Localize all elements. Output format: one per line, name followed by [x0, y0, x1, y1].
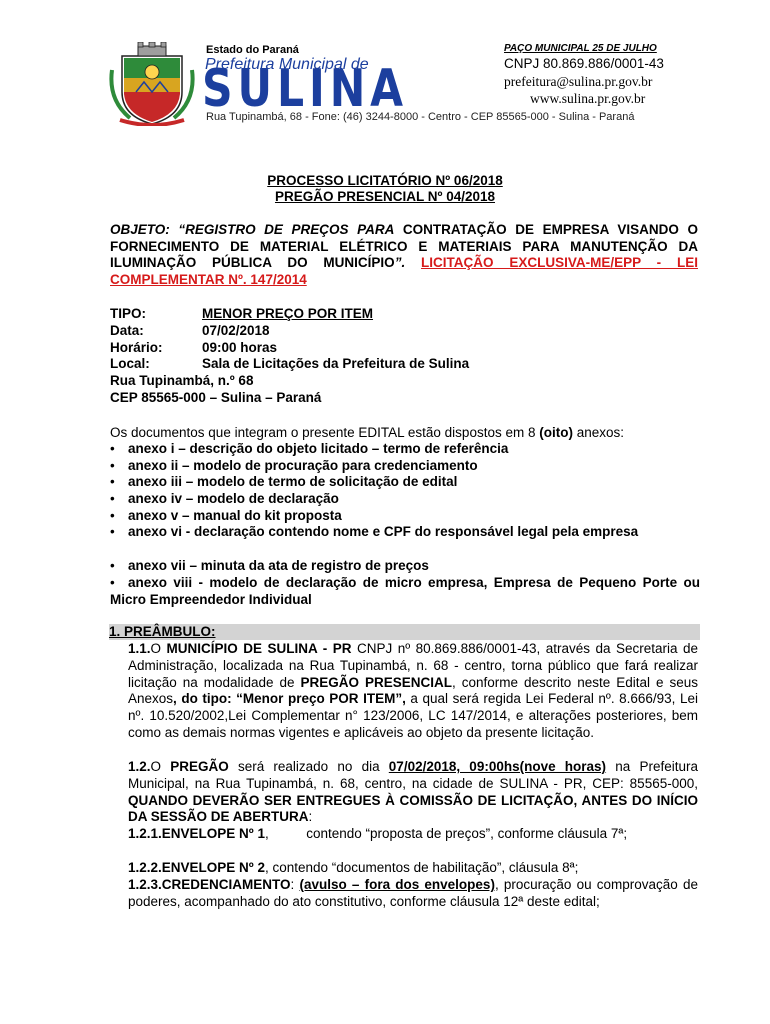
bullet-icon: • — [110, 491, 115, 506]
paragraph-1-1 — [128, 641, 698, 742]
intro-text-bold: (oito) — [539, 425, 573, 440]
text: na Prefeitura Municipal, na Rua Tupinambá, n. 68, centro, na cidade de SULINA - PR, CEP: 85565-000, — [128, 759, 698, 791]
header-address: Rua Tupinambá, 68 - Fone: (46) 3244-8000 - Centro - CEP 85565-000 - Sulina - Paraná — [206, 111, 635, 123]
paragraph-1-2 — [128, 759, 698, 826]
tipo-row — [110, 306, 373, 321]
annex-item — [110, 508, 700, 525]
section-header-preambulo — [109, 624, 700, 640]
processo-title: PROCESSO LICITATÓRIO Nº 06/2018 — [267, 173, 503, 188]
anexos-intro — [110, 425, 624, 440]
envelope-1-label: 1.2.1.ENVELOPE Nº 1 — [128, 826, 265, 841]
municipal-crest-logo — [108, 42, 196, 126]
section-title: 1. PREÂMBULO: — [109, 624, 216, 639]
horario-value: 09:00 horas — [202, 340, 278, 355]
text: CNPJ nº 80.869.886/0001-43, através da Secretaria de Administração, localizada na Rua Tupinambá, n. 68 - centro, torna público que fará realizar licitação na modalidade de — [128, 641, 698, 690]
paragraph-1-2-3 — [128, 877, 698, 911]
tipo-label: , do tipo: “Menor preço POR ITEM”, — [173, 691, 406, 707]
paragraph-1-2-2 — [128, 860, 698, 877]
annex-item — [110, 491, 700, 508]
annex-item — [110, 575, 700, 608]
annex-item — [110, 524, 700, 541]
tipo-value: MENOR PREÇO POR ITEM — [202, 306, 374, 321]
local-value: Sala de Licitações da Prefeitura de Sulina — [202, 356, 470, 371]
objeto-body: CONTRATAÇÃO DE EMPRESA VISANDO O FORNECIMENTO DE MATERIAL ELÉTRICO E MATERIAIS PARA MANUTENÇÃO DA ILUMINAÇÃO PÚBLICA DO MUNICÍPIO — [110, 222, 698, 271]
annex-item — [110, 474, 700, 491]
pregao-label: PREGÃO — [170, 759, 229, 774]
session-datetime: 07/02/2018, 09:00hs(nove horas) — [388, 759, 607, 774]
entrega-notice: QUANDO DEVERÃO SER ENTREGUES À COMISSÃO DE LICITAÇÃO, ANTES DO INÍCIO DA SESSÃO DE ABERTURA — [128, 792, 698, 825]
text: será realizado no dia — [228, 759, 389, 774]
estado-label: Estado do Paraná — [206, 44, 299, 56]
municipio-name: MUNICÍPIO DE SULINA - PR — [166, 641, 352, 656]
annex-item — [110, 458, 700, 475]
bullet-icon: • — [110, 508, 115, 523]
annex-text: anexo vii – minuta da ata de registro de preços — [128, 558, 429, 573]
clause-number: 1.1. — [128, 641, 151, 656]
header-email[interactable]: prefeitura@sulina.pr.gov.br — [504, 74, 653, 89]
local-label: Local: — [110, 356, 150, 371]
svg-text:SULINA: SULINA — [202, 66, 408, 112]
annex-text: anexo ii – modelo de procuração para credenciamento — [128, 458, 478, 473]
annex-text: anexo iv – modelo de declaração — [128, 491, 339, 506]
text: , contendo “documentos de habilitação”, cláusula 8ª; — [264, 860, 579, 875]
annex-item — [110, 441, 700, 458]
text: a qual será regida Lei Federal nº. 8.666/93, Lei nº. 10.520/2002,Lei Complementar n° 123/2006, LC 147/2014, e alterações posteriores, bem como as demais normas vigentes e aplicáveis ao objeto da presente licitação. — [128, 691, 699, 740]
paco-municipal-label: PAÇO MUNICIPAL 25 DE JULHO — [504, 43, 657, 54]
text: , conforme descrito neste Edital e seus Anexos — [128, 674, 698, 707]
bullet-icon: • — [110, 458, 115, 473]
text: , contendo “proposta de preços”, conforme cláusula 7ª; — [264, 826, 628, 841]
text: O — [150, 759, 171, 774]
licitacao-exclusiva-label: LICITAÇÃO EXCLUSIVA-ME/EPP - LEI COMPLEMENTAR Nº. 147/2014 — [110, 255, 698, 288]
annex-text: anexo v – manual do kit proposta — [128, 508, 342, 523]
annex-item — [110, 558, 700, 575]
data-value: 07/02/2018 — [202, 323, 270, 338]
cep-line: CEP 85565-000 – Sulina – Paraná — [110, 390, 322, 405]
sulina-wordmark — [200, 66, 412, 112]
objeto-lead: OBJETO: “REGISTRO DE PREÇOS PARA — [110, 222, 395, 237]
intro-text-pre: Os documentos que integram o presente EDITAL estão dispostos em 8 — [110, 425, 540, 440]
objeto-close: ”. — [394, 255, 406, 271]
header-cnpj: CNPJ 80.869.886/0001-43 — [504, 56, 664, 71]
annex-text: anexo i – descrição do objeto licitado – termo de referência — [128, 441, 509, 456]
credenciamento-label: 1.2.3.CREDENCIAMENTO — [128, 877, 291, 892]
annex-text: anexo iii – modelo de termo de solicitação de edital — [128, 474, 458, 489]
avulso-note: (avulso – fora dos envelopes) — [299, 877, 495, 892]
text: O — [150, 641, 167, 656]
pregao-title: PREGÃO PRESENCIAL Nº 04/2018 — [274, 189, 495, 204]
data-row — [110, 323, 270, 338]
clause-number: 1.2. — [128, 759, 151, 774]
rua-line: Rua Tupinambá, n.º 68 — [110, 373, 254, 388]
local-row — [110, 356, 469, 371]
bullet-icon: • — [110, 558, 115, 573]
annex-text: anexo viii - modelo de declaração de micro empresa, Empresa de Pequeno Porte ou Micro Empreendedor Individual — [110, 575, 700, 607]
bullet-icon: • — [110, 524, 115, 539]
objeto-paragraph — [110, 222, 698, 289]
bullet-icon: • — [110, 575, 115, 590]
data-label: Data: — [110, 323, 144, 338]
horario-label: Horário: — [110, 340, 163, 355]
tipo-label: TIPO: — [110, 306, 146, 321]
text: : — [290, 877, 300, 892]
modalidade: PREGÃO PRESENCIAL — [300, 674, 453, 690]
intro-text-post: anexos: — [572, 425, 625, 440]
bullet-icon: • — [110, 474, 115, 489]
header-website[interactable]: www.sulina.pr.gov.br — [530, 91, 646, 106]
envelope-2-label: 1.2.2.ENVELOPE Nº 2 — [128, 860, 265, 875]
annex-text: anexo vi - declaração contendo nome e CPF do responsável legal pela empresa — [128, 524, 639, 539]
text: , procuração ou comprovação de poderes, acompanhado do ato constitutivo, conforme cláusula 12ª deste edital; — [128, 877, 698, 909]
bullet-icon: • — [110, 441, 115, 456]
horario-row — [110, 340, 277, 355]
prefeitura-label: Prefeitura Municipal de — [205, 56, 369, 73]
text: : — [308, 809, 313, 825]
paragraph-1-2-1 — [128, 826, 698, 843]
